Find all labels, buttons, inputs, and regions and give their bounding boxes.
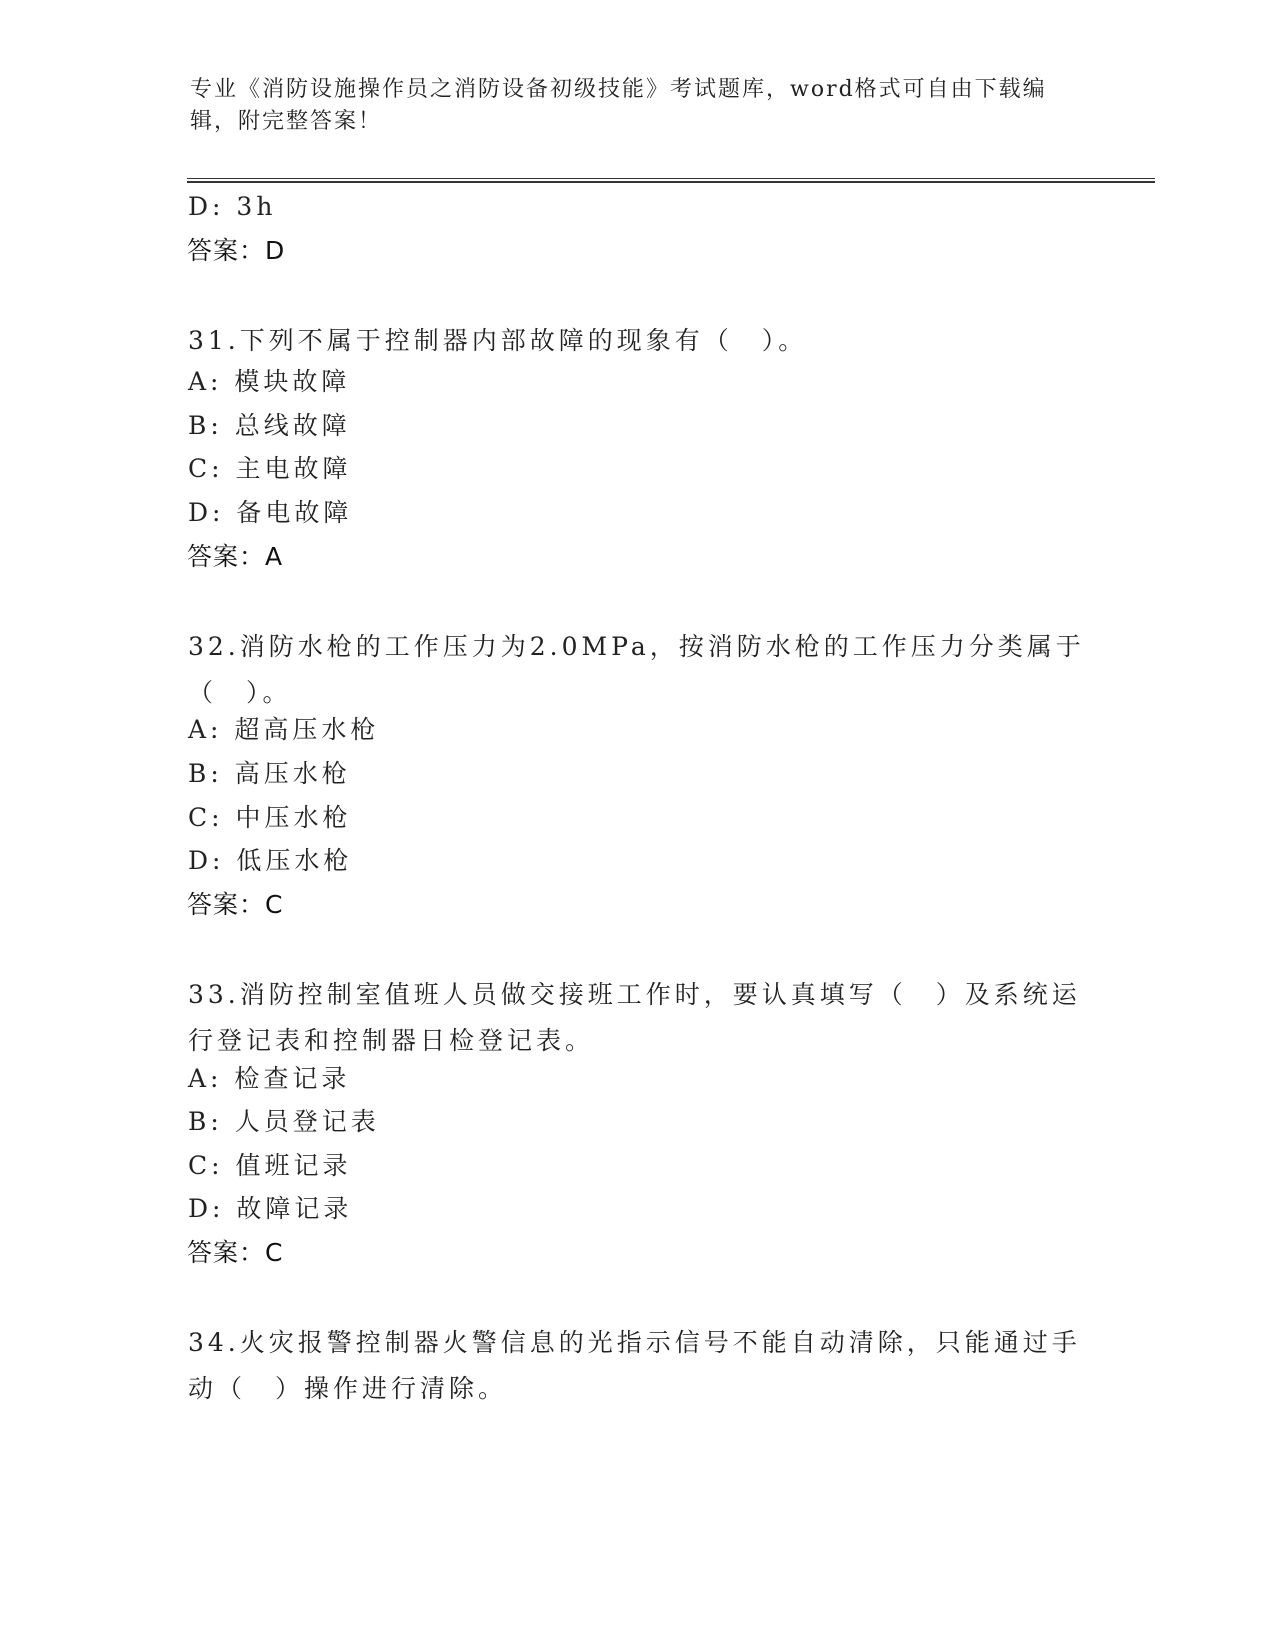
option-a: A: 模块故障 [188, 367, 351, 396]
answer-label: 答案：A [187, 542, 284, 571]
answer-label: 答案：C [187, 1238, 284, 1267]
option-b: B: 人员登记表 [188, 1107, 380, 1136]
question-stem: 34.火灾报警控制器火警信息的光指示信号不能自动清除，只能通过手动（ ）操作进行清除。 [188, 1328, 1081, 1403]
question-stem: 33.消防控制室值班人员做交接班工作时，要认真填写（ ）及系统运行登记表和控制器日检登记表。 [188, 980, 1081, 1055]
option-d: D: 故障记录 [188, 1194, 353, 1223]
answer-label: 答案：D [187, 236, 286, 265]
option-b: B: 总线故障 [188, 411, 351, 440]
option-d: D: 低压水枪 [188, 846, 353, 875]
answer-label: 答案：C [187, 890, 284, 919]
page-header: 专业《消防设施操作员之消防设备初级技能》考试题库，word格式可自由下载编辑，附完整答案！ [190, 77, 1047, 134]
option-c: C: 值班记录 [188, 1151, 352, 1180]
option-d: D: 3h [188, 192, 277, 221]
header-divider [187, 178, 1155, 183]
question-stem: 32.消防水枪的工作压力为2.0MPa，按消防水枪的工作压力分类属于（ ）。 [188, 632, 1085, 707]
question-stem: 31.下列不属于控制器内部故障的现象有（ ）。 [188, 326, 808, 355]
option-a: A: 检查记录 [188, 1064, 351, 1093]
option-a: A: 超高压水枪 [188, 715, 380, 744]
option-d: D: 备电故障 [188, 498, 353, 527]
option-b: B: 高压水枪 [188, 759, 351, 788]
option-c: C: 主电故障 [188, 454, 352, 483]
option-c: C: 中压水枪 [188, 803, 352, 832]
